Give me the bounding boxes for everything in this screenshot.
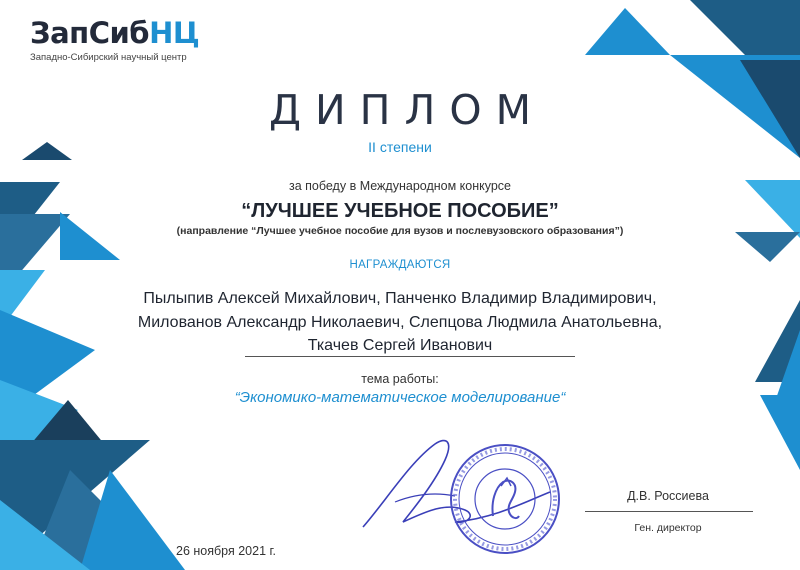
right-triangle-9 [760,395,800,470]
contest-direction: (направление “Лучшее учебное пособие для вузов и послевузовского образования”) [176,225,624,237]
topic-label: тема работы: [361,372,439,386]
recipients-underline [245,356,575,357]
recipients-line-1: Пылыпив Алексей Михайлович, Панченко Владимир Владимирович, [143,290,657,307]
logo-main-text: ЗапСиб [30,16,150,50]
diploma-title: ДИПЛОМ [268,86,545,134]
diploma-degree: II степени [368,139,432,155]
work-topic: “Экономико-математическое моделирование“ [234,389,566,406]
signer-role: Ген. директор [634,522,702,534]
issue-date: 26 ноября 2021 г. [176,544,276,558]
recipients-line-2: Милованов Александр Николаевич, Слепцова Людмила Анатольевна, [137,314,663,331]
logo-accent-text: НЦ [149,16,200,50]
recipients-line-3: Ткачев Сергей Иванович [307,337,493,354]
right-triangle-1 [585,8,670,55]
logo [30,16,199,50]
award-reason: за победу в Международном конкурсе [288,179,511,193]
stamp-seal-image [445,442,565,557]
signer-name: Д.В. Россиева [627,489,709,503]
logo-subtitle: Западно-Сибирский научный центр [30,52,187,63]
awarded-label: НАГРАЖДАЮТСЯ [349,259,451,271]
contest-name: “ЛУЧШЕЕ УЧЕБНОЕ ПОСОБИЕ” [241,200,559,222]
signature-line [585,511,753,512]
